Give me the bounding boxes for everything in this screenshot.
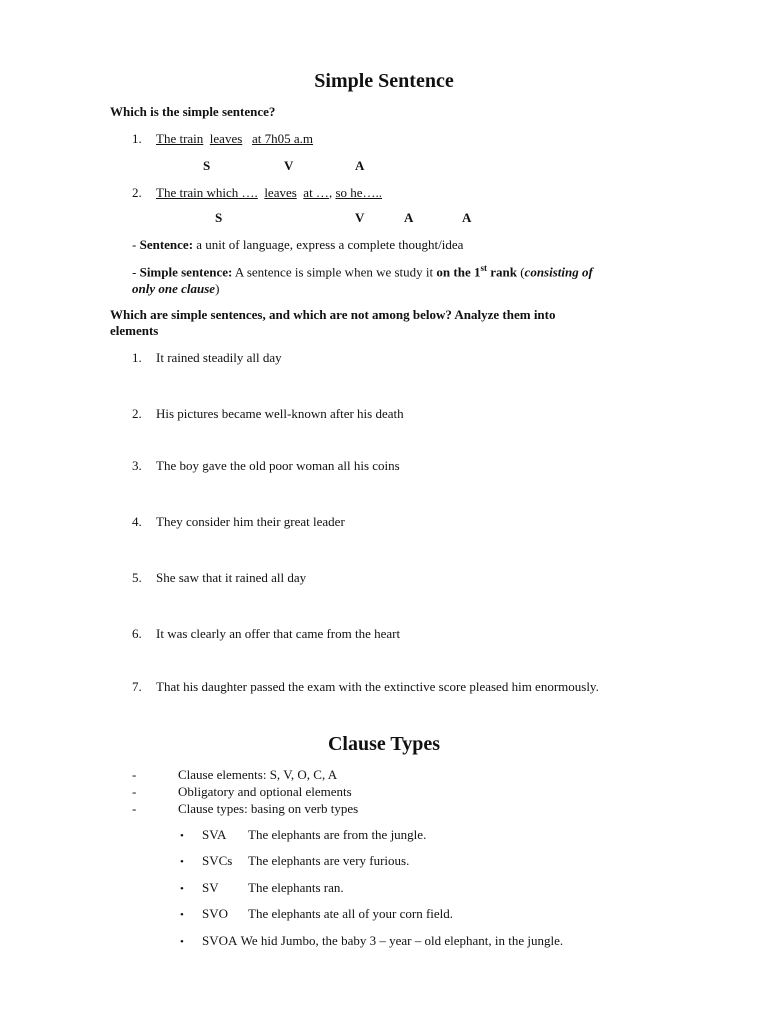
element-label: A (462, 210, 472, 225)
exercise-item: 5. She saw that it rained all day (132, 570, 307, 585)
exercise-item: 7. That his daughter passed the exam with the extinctive score pleased him enormously. (132, 679, 599, 694)
example-sentence-1: 1. The train leaves at 7h05 a.m (132, 131, 314, 146)
clause-type-item: • SVOA We hid Jumbo, the baby 3 – year – old elephant, in the jungle. (180, 933, 564, 948)
element-label: S (215, 210, 223, 225)
clause-point: - Obligatory and optional elements (132, 784, 352, 799)
page-title: Simple Sentence (314, 70, 454, 92)
clause-point: - Clause types: basing on verb types (132, 801, 359, 816)
exercise-item: 2. His pictures became well-known after his death (132, 406, 404, 421)
element-label: S (203, 158, 211, 173)
exercise-heading-cont: elements (110, 323, 159, 338)
exercise-item: 3. The boy gave the old poor woman all his coins (132, 458, 400, 473)
clause-type-item: • SVA The elephants are from the jungle. (180, 827, 427, 842)
exercise-item: 1. It rained steadily all day (132, 350, 282, 365)
exercise-item: 6. It was clearly an offer that came from the heart (132, 626, 401, 641)
example-sentence-2: 2. The train which …. leaves at …, so he….. (132, 185, 383, 200)
clause-type-item: • SV The elephants ran. (180, 880, 344, 895)
definition-sentence: - Sentence: a unit of language, express a complete thought/idea (132, 237, 464, 252)
element-label: V (284, 158, 294, 173)
exercise-item: 4. They consider him their great leader (132, 514, 345, 529)
element-label: A (355, 158, 365, 173)
definition-simple-sentence-cont: only one clause) (132, 281, 220, 296)
section-title: Clause Types (327, 733, 441, 755)
element-label: V (355, 210, 365, 225)
clause-point: - Clause elements: S, V, O, C, A (132, 767, 338, 782)
exercise-heading: Which are simple sentences, and which are not among below? Analyze them into (110, 307, 556, 322)
question-heading: Which is the simple sentence? (110, 104, 276, 119)
clause-type-item: • SVO The elephants ate all of your corn field. (180, 906, 454, 921)
definition-simple-sentence: - Simple sentence: A sentence is simple when we study it on the 1st rank (consisting of (132, 263, 593, 280)
element-label: A (404, 210, 414, 225)
clause-type-item: • SVCs The elephants are very furious. (180, 853, 410, 868)
